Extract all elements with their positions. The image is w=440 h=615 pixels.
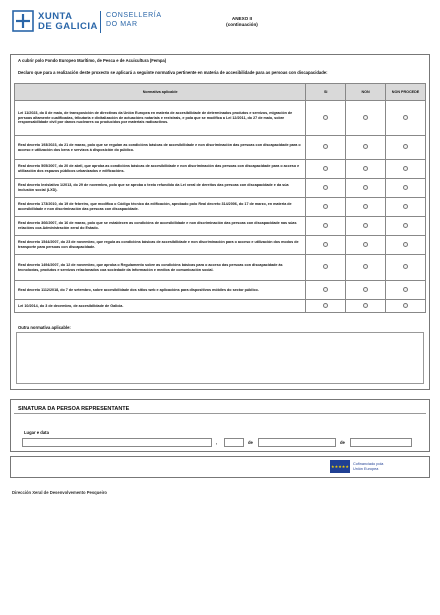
not-applicable-radio[interactable] <box>403 166 408 171</box>
not-applicable-cell <box>386 179 426 198</box>
table-row <box>15 101 426 136</box>
logo-line-2: DE GALICIA <box>38 21 98 32</box>
not-applicable-cell <box>386 160 426 179</box>
regulation-text: Real decreto lexislativo 1/2013, do 29 de novembro, polo que se aproba o texto refundido da Lei xeral de dereitos das persoas con discapacidade e da súa inclusión social (LXD). <box>15 179 306 198</box>
table-row <box>15 236 426 255</box>
no-cell <box>346 281 386 300</box>
header-divider <box>100 11 101 33</box>
table-header-row <box>15 84 426 101</box>
regulation-text: Real decreto 173/2010, do 19 de febreiro, que modifica o Código técnico da edificación, aprobado polo Real decreto 314/2006, do 17 de marzo, en materia de accesibilidade e non discriminación das persoas con discapacidade. <box>15 198 306 217</box>
no-cell <box>346 101 386 136</box>
table-row <box>15 255 426 281</box>
no-radio[interactable] <box>363 264 368 269</box>
not-applicable-cell <box>386 300 426 313</box>
department-name <box>106 12 162 29</box>
fund-line: A cubrir polo Fondo Europeo Marítimo, de Pesca e de Acuicultura (Fempa) <box>18 58 167 63</box>
yes-cell <box>306 217 346 236</box>
header-no: NON <box>346 84 386 101</box>
not-applicable-cell <box>386 136 426 160</box>
not-applicable-radio[interactable] <box>403 264 408 269</box>
yes-radio[interactable] <box>323 303 328 308</box>
annex-title <box>212 16 272 28</box>
signature-divider <box>14 413 426 414</box>
yes-cell <box>306 300 346 313</box>
not-applicable-radio[interactable] <box>403 242 408 247</box>
yes-radio[interactable] <box>323 287 328 292</box>
yes-radio[interactable] <box>323 204 328 209</box>
not-applicable-cell <box>386 198 426 217</box>
yes-radio[interactable] <box>323 166 328 171</box>
yes-radio[interactable] <box>323 185 328 190</box>
no-radio[interactable] <box>363 242 368 247</box>
table-row <box>15 300 426 313</box>
yes-cell <box>306 136 346 160</box>
header-yes: SI <box>306 84 346 101</box>
other-regulation-label: Outra normativa aplicable: <box>18 325 71 330</box>
yes-radio[interactable] <box>323 223 328 228</box>
regulation-text: Real decreto 1544/2007, do 23 de novembro, que regula as condicións básicas de accesibilidade e non discriminación para o acceso e utilización dos modos de transporte para persoas con discapacidade. <box>15 236 306 255</box>
day-input[interactable] <box>224 438 244 447</box>
yes-cell <box>306 160 346 179</box>
not-applicable-radio[interactable] <box>403 185 408 190</box>
signature-title: SINATURA DA PERSOA REPRESENTANTE <box>18 406 130 412</box>
xunta-logo-icon <box>12 10 34 32</box>
yes-cell <box>306 198 346 217</box>
yes-cell <box>306 255 346 281</box>
regulation-text: Real decreto 1494/2007, do 12 de novembro, que aproba o Regulamento sobre as condicións básicas para o acceso das persoas con discapacidade ás tecnoloxías, produtos e servizos relacionados coa sociedade da información e medios de comunicación social. <box>15 255 306 281</box>
month-input[interactable] <box>258 438 336 447</box>
no-radio[interactable] <box>363 204 368 209</box>
yes-radio[interactable] <box>323 264 328 269</box>
header-not-applicable: NON PROCEDE <box>386 84 426 101</box>
no-cell <box>346 179 386 198</box>
yes-cell <box>306 281 346 300</box>
not-applicable-cell <box>386 101 426 136</box>
no-radio[interactable] <box>363 223 368 228</box>
yes-cell <box>306 101 346 136</box>
regulation-text: Real decreto 193/2023, do 21 de marzo, polo que se regulan as condicións básicas de accesibilidade e non discriminación das persoas con discapacidade para o acceso e utilización dos bens e servizos á disposición do público. <box>15 136 306 160</box>
not-applicable-radio[interactable] <box>403 223 408 228</box>
no-cell <box>346 136 386 160</box>
no-radio[interactable] <box>363 166 368 171</box>
no-cell <box>346 217 386 236</box>
annex-subtitle: (continuación) <box>226 22 258 27</box>
not-applicable-cell <box>386 236 426 255</box>
regulation-text: Lei 10/2014, do 3 de decembro, de accesibilidade de Galicia. <box>15 300 306 313</box>
no-cell <box>346 236 386 255</box>
no-cell <box>346 255 386 281</box>
eu-cofunding-text <box>353 462 383 471</box>
not-applicable-cell <box>386 281 426 300</box>
regulations-table <box>14 83 426 313</box>
annex-name: ANEXO II <box>231 16 253 21</box>
regulation-text: Lei 11/2023, do 8 de maio, de transposición de directivas da Unión Europea en materia de accesibilidade de determinados produtos e servizos, migración de persoas altamente cualificadas, tributaria e dixitalización de actuacións notariais e rexistrais, e pola que se modifica a Lei 12/2011, do 27 de maio, sobre responsabilidade civil por danos nucleares ou producidos por materiais radioactivos. <box>15 101 306 136</box>
place-date-label: Lugar e data <box>24 430 49 435</box>
dept-line-1: CONSELLERÍA <box>106 12 162 19</box>
yes-cell <box>306 179 346 198</box>
table-row <box>15 281 426 300</box>
yes-cell <box>306 236 346 255</box>
not-applicable-cell <box>386 255 426 281</box>
yes-radio[interactable] <box>323 242 328 247</box>
no-cell <box>346 160 386 179</box>
no-radio[interactable] <box>363 115 368 120</box>
not-applicable-radio[interactable] <box>403 115 408 120</box>
not-applicable-radio[interactable] <box>403 144 408 149</box>
no-cell <box>346 300 386 313</box>
eu-line-1: Cofinanciado pola <box>353 462 384 466</box>
regulation-text: Real decreto 505/2007, do 20 de abril, que aproba as condicións básicas de accesibilidade e non discriminación das persoas con discapacidade para o acceso e utilización dos espazos públicos urbanizados e edificacións. <box>15 160 306 179</box>
de-separator-1: de <box>248 440 253 445</box>
xunta-wordmark <box>38 12 98 32</box>
eu-flag-icon <box>330 460 350 473</box>
not-applicable-cell <box>386 217 426 236</box>
eu-stars-icon: ★★★★★ <box>331 464 349 469</box>
footer-department: Dirección Xeral de Desenvolvemento Pesqueiro <box>12 490 107 495</box>
other-regulation-textarea[interactable] <box>16 332 424 384</box>
table-row <box>15 179 426 198</box>
table-row <box>15 217 426 236</box>
table-row <box>15 136 426 160</box>
comma-separator: , <box>216 440 218 445</box>
no-cell <box>346 198 386 217</box>
logo-line-1: XUNTA <box>38 11 73 22</box>
document-header <box>12 10 428 50</box>
table-row <box>15 160 426 179</box>
yes-radio[interactable] <box>323 115 328 120</box>
header-regulation: Normativa aplicable <box>15 84 306 101</box>
no-radio[interactable] <box>363 144 368 149</box>
not-applicable-radio[interactable] <box>403 303 408 308</box>
year-input[interactable] <box>350 438 412 447</box>
table-row <box>15 198 426 217</box>
regulation-text: Real decreto 1112/2018, do 7 de setembro, sobre accesibilidade dos sitios web e aplicacións para dispositivos móbiles do sector público. <box>15 281 306 300</box>
not-applicable-radio[interactable] <box>403 204 408 209</box>
no-radio[interactable] <box>363 185 368 190</box>
regulation-text: Real decreto 366/2007, do 16 de marzo, polo que se establecen as condicións de accesibilidade e non discriminación das persoas con discapacidade nas súas relacións coa Administración xeral do Estado. <box>15 217 306 236</box>
declaration-line: Declaro que para a realización deste proxecto se aplicará a seguinte normativa pertinente en materia de accesibilidade para as persoas con discapacidade: <box>18 70 328 75</box>
eu-line-2: Unión Europea <box>353 466 379 471</box>
no-radio[interactable] <box>363 303 368 308</box>
dept-line-2: DO MAR <box>106 20 138 28</box>
place-input[interactable] <box>22 438 212 447</box>
de-separator-2: de <box>340 440 345 445</box>
yes-radio[interactable] <box>323 144 328 149</box>
not-applicable-radio[interactable] <box>403 287 408 292</box>
no-radio[interactable] <box>363 287 368 292</box>
